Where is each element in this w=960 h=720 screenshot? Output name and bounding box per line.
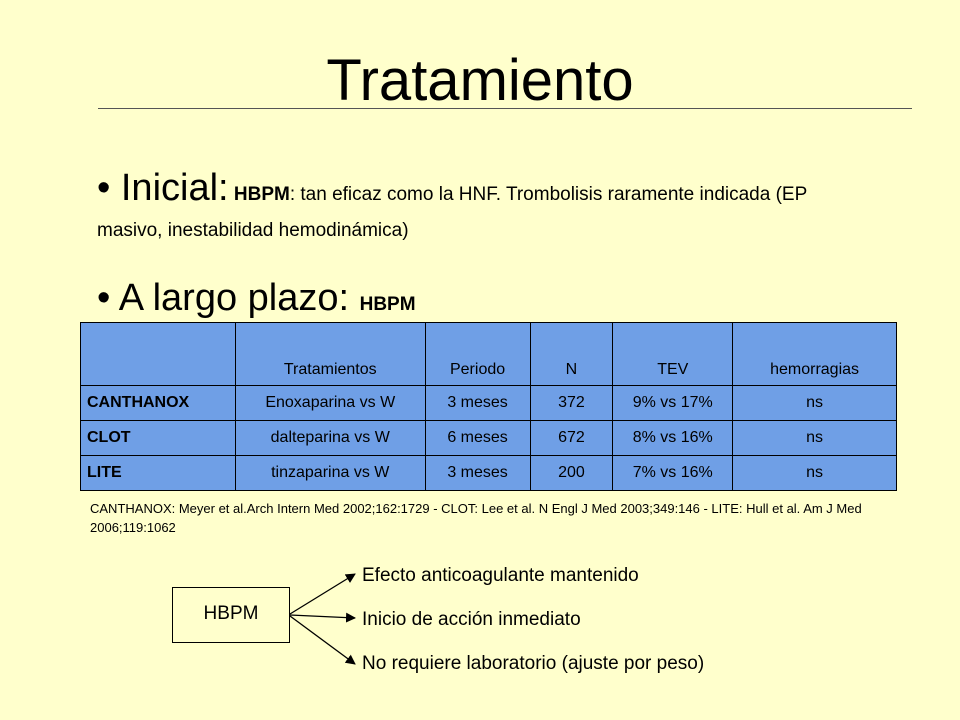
table-header-cell: hemorragias bbox=[733, 323, 897, 386]
table-header-cell: TEV bbox=[613, 323, 733, 386]
bullet-initial: • Inicial: HBPM: tan eficaz como la HNF. Trombolisis raramente indicada (EP masivo, inestabilidad hemodinámica) bbox=[97, 167, 807, 241]
bullet-initial-text: tan eficaz como la HNF. Trombolisis raramente indicada (EP masivo, inestabilidad hemodinámica) bbox=[97, 184, 807, 241]
bullet-long-term-heading: A largo plazo: bbox=[118, 277, 350, 319]
bullet-dot-icon: • bbox=[97, 277, 111, 319]
arrow-to-effect-1 bbox=[290, 574, 355, 614]
table-cell: 8% vs 16% bbox=[613, 421, 733, 456]
table-cell: ns bbox=[733, 386, 897, 421]
effect-item: Inicio de acción inmediato bbox=[362, 609, 581, 630]
bullet-initial-drug: HBPM bbox=[233, 184, 290, 205]
bullet-dot-icon: • bbox=[97, 167, 121, 209]
table-header-cell: Periodo bbox=[425, 323, 530, 386]
table-cell: Enoxaparina vs W bbox=[235, 386, 425, 421]
bullet-long-term-drug: HBPM bbox=[359, 294, 416, 315]
effect-item: Efecto anticoagulante mantenido bbox=[362, 565, 639, 586]
arrow-to-effect-2 bbox=[290, 615, 355, 618]
table-header-cell: N bbox=[530, 323, 613, 386]
table-cell: 3 meses bbox=[425, 456, 530, 491]
table-cell: 3 meses bbox=[425, 386, 530, 421]
bullet-initial-heading: Inicial: bbox=[120, 167, 229, 209]
reference-citation: CANTHANOX: Meyer et al.Arch Intern Med 2002;162:1729 - CLOT: Lee et al. N Engl J Med 2003;349:146 - LITE: Hull et al. Am J Med 2006;119:1062 bbox=[90, 501, 862, 535]
table-cell: 200 bbox=[530, 456, 613, 491]
table-cell: 9% vs 17% bbox=[613, 386, 733, 421]
table-cell-trial: CLOT bbox=[81, 421, 236, 456]
table-cell: 672 bbox=[530, 421, 613, 456]
table-cell-trial: LITE bbox=[81, 456, 236, 491]
arrow-to-effect-3 bbox=[290, 616, 355, 664]
table-cell: tinzaparina vs W bbox=[235, 456, 425, 491]
table-cell-trial: CANTHANOX bbox=[81, 386, 236, 421]
table-cell: ns bbox=[733, 421, 897, 456]
slide-title: Tratamiento bbox=[326, 48, 634, 113]
table-cell: ns bbox=[733, 456, 897, 491]
table-cell: 7% vs 16% bbox=[613, 456, 733, 491]
table-header-cell: Tratamientos bbox=[235, 323, 425, 386]
table-cell: dalteparina vs W bbox=[235, 421, 425, 456]
hbpm-box: HBPM bbox=[172, 587, 290, 643]
table-cell: 372 bbox=[530, 386, 613, 421]
table-cell: 6 meses bbox=[425, 421, 530, 456]
effect-item: No requiere laboratorio (ajuste por peso) bbox=[362, 653, 705, 674]
